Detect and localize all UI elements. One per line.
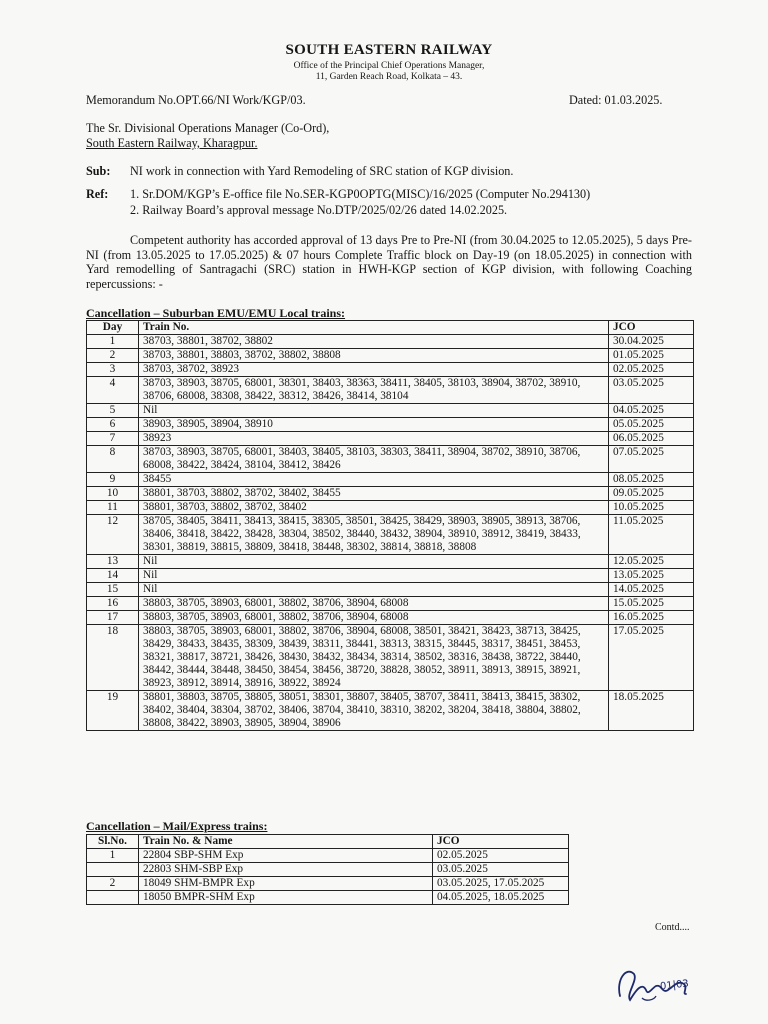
table-row [87,487,694,501]
jco-date-cell: 14.05.2025 [609,583,694,597]
table-header-row [87,835,569,849]
day-cell: 6 [87,418,139,432]
table-row [87,418,694,432]
serial-number-cell [87,891,139,905]
train-numbers-cell: 38703, 38903, 38705, 68001, 38403, 38405, 38103, 38303, 38411, 38904, 38702, 38910, 38706, 68008, 38422, 38424, 38104, 38412, 38426 [139,446,609,473]
train-numbers-cell: 38903, 38905, 38904, 38910 [139,418,609,432]
day-cell: 19 [87,691,139,731]
reference-label: Ref: [86,187,109,201]
addressee-line-1: The Sr. Divisional Operations Manager (Co-Ord), [86,121,330,135]
day-cell: 8 [87,446,139,473]
table-row [87,891,569,905]
table-row [87,377,694,404]
suburban-cancellation-table [86,320,694,731]
jco-date-cell: 11.05.2025 [609,515,694,555]
train-name-cell: 22804 SBP-SHM Exp [139,849,433,863]
train-numbers-cell: 38703, 38801, 38702, 38802 [139,335,609,349]
jco-date-cell: 01.05.2025 [609,349,694,363]
train-numbers-cell: 38803, 38705, 38903, 68001, 38802, 38706, 38904, 68008 [139,597,609,611]
day-cell: 7 [87,432,139,446]
table-row [87,501,694,515]
column-header-jco: JCO [609,321,694,335]
day-cell: 17 [87,611,139,625]
jco-date-cell: 13.05.2025 [609,569,694,583]
table-row [87,555,694,569]
day-cell: 15 [87,583,139,597]
train-numbers-cell: 38801, 38703, 38802, 38702, 38402 [139,501,609,515]
serial-number-cell: 2 [87,877,139,891]
table-row [87,349,694,363]
jco-date-cell: 10.05.2025 [609,501,694,515]
jco-date-cell: 12.05.2025 [609,555,694,569]
day-cell: 11 [87,501,139,515]
jco-date-cell: 05.05.2025 [609,418,694,432]
day-cell: 14 [87,569,139,583]
mail-express-heading: Cancellation – Mail/Express trains: [86,819,268,833]
memo-number: Memorandum No.OPT.66/NI Work/KGP/03. [86,93,306,107]
train-numbers-cell: Nil [139,404,609,418]
table-row [87,691,694,731]
jco-date-cell: 17.05.2025 [609,625,694,691]
train-numbers-cell: 38801, 38803, 38705, 38805, 38051, 38301, 38807, 38405, 38707, 38411, 38413, 38415, 38302, 38402, 38404, 38304, 38702, 38406, 38704, 38410, 38310, 38202, 38204, 38418, 38804, 38802, 38808, 38422, 38903, 38905, 38904, 38906 [139,691,609,731]
day-cell: 3 [87,363,139,377]
train-numbers-cell: 38801, 38703, 38802, 38702, 38402, 38455 [139,487,609,501]
table-row [87,363,694,377]
reference-item-2: 2. Railway Board’s approval message No.DTP/2025/02/26 dated 14.02.2025. [130,203,508,217]
table-header-row [87,321,694,335]
signature-date: 01|03 [659,978,690,993]
jco-date-cell: 04.05.2025, 18.05.2025 [433,891,569,905]
day-cell: 13 [87,555,139,569]
train-numbers-cell: 38455 [139,473,609,487]
office-name: Office of the Principal Chief Operations Manager, [293,61,485,71]
organization-title: SOUTH EASTERN RAILWAY [285,42,493,58]
train-numbers-cell: Nil [139,583,609,597]
jco-date-cell: 15.05.2025 [609,597,694,611]
jco-date-cell: 03.05.2025 [609,377,694,404]
continued-note: Contd.... [655,922,690,933]
train-name-cell: 18050 BMPR-SHM Exp [139,891,433,905]
table-row [87,432,694,446]
jco-date-cell: 03.05.2025 [433,863,569,877]
day-cell: 9 [87,473,139,487]
mail-express-cancellation-table [86,834,569,905]
memo-date: Dated: 01.03.2025. [569,93,663,107]
day-cell: 2 [87,349,139,363]
jco-date-cell: 06.05.2025 [609,432,694,446]
table-row [87,515,694,555]
train-numbers-cell: 38703, 38702, 38923 [139,363,609,377]
table-row [87,583,694,597]
jco-date-cell: 07.05.2025 [609,446,694,473]
jco-date-cell: 02.05.2025 [433,849,569,863]
body-paragraph: Competent authority has accorded approval of 13 days Pre to Pre-NI (from 30.04.2025 to 12.05.2025), 5 days Pre-NI (from 13.05.2025 to 17.05.2025) & 07 hours Complete Traffic block on Day-19 (on 18.05.2025) in connection with Yard remodelling of Santragachi (SRC) station in HWH-KGP section of KGP division, with following Coaching repercussions: - [86,233,692,291]
signature [612,960,722,1015]
train-numbers-cell: 38703, 38903, 38705, 68001, 38301, 38403, 38363, 38411, 38405, 38103, 38904, 38702, 38910, 38706, 68008, 38308, 38422, 38312, 38426, 38414, 38104 [139,377,609,404]
jco-date-cell: 09.05.2025 [609,487,694,501]
column-header-day: Day [87,321,139,335]
subject-label: Sub: [86,164,111,178]
subject-text: NI work in connection with Yard Remodeling of SRC station of KGP division. [130,164,514,178]
day-cell: 1 [87,335,139,349]
table-row [87,625,694,691]
jco-date-cell: 03.05.2025, 17.05.2025 [433,877,569,891]
serial-number-cell: 1 [87,849,139,863]
train-numbers-cell: Nil [139,569,609,583]
reference-item-1: 1. Sr.DOM/KGP’s E-office file No.SER-KGP0OPTG(MISC)/16/2025 (Computer No.294130) [130,187,591,201]
day-cell: 18 [87,625,139,691]
jco-date-cell: 18.05.2025 [609,691,694,731]
table-row [87,877,569,891]
train-numbers-cell: 38703, 38801, 38803, 38702, 38802, 38808 [139,349,609,363]
column-header-jco: JCO [433,835,569,849]
table-row [87,569,694,583]
train-numbers-cell: 38705, 38405, 38411, 38413, 38415, 38305, 38501, 38425, 38429, 38903, 38905, 38913, 38706, 38406, 38418, 38422, 38428, 38304, 38502, 38440, 38432, 38904, 38910, 38912, 38419, 38433, 38301, 38819, 38815, 38809, 38418, 38448, 38302, 38814, 38818, 38808 [139,515,609,555]
table-row [87,404,694,418]
jco-date-cell: 08.05.2025 [609,473,694,487]
day-cell: 16 [87,597,139,611]
suburban-heading: Cancellation – Suburban EMU/EMU Local trains: [86,306,346,320]
day-cell: 12 [87,515,139,555]
train-numbers-cell: 38923 [139,432,609,446]
jco-date-cell: 02.05.2025 [609,363,694,377]
jco-date-cell: 04.05.2025 [609,404,694,418]
table-row [87,473,694,487]
column-header-train-no: Train No. [139,321,609,335]
table-row [87,446,694,473]
column-header-sl-no: Sl.No. [87,835,139,849]
jco-date-cell: 16.05.2025 [609,611,694,625]
table-row [87,849,569,863]
train-name-cell: 22803 SHM-SBP Exp [139,863,433,877]
train-numbers-cell: 38803, 38705, 38903, 68001, 38802, 38706, 38904, 68008, 38501, 38421, 38423, 38713, 38425, 38429, 38433, 38435, 38309, 38439, 38311, 38441, 38313, 38315, 38445, 38317, 38451, 38453, 38321, 38817, 38721, 38426, 38430, 38432, 38434, 38314, 38502, 38316, 38438, 38722, 38440, 38442, 38444, 38448, 38450, 38454, 38456, 38720, 38828, 38052, 38911, 38913, 38915, 38921, 38923, 38912, 38914, 38916, 38922, 38924 [139,625,609,691]
train-numbers-cell: 38803, 38705, 38903, 68001, 38802, 38706, 38904, 68008 [139,611,609,625]
table-row [87,611,694,625]
table-row [87,863,569,877]
train-name-cell: 18049 SHM-BMPR Exp [139,877,433,891]
jco-date-cell: 30.04.2025 [609,335,694,349]
day-cell: 5 [87,404,139,418]
addressee-line-2: South Eastern Railway, Kharagpur. [86,136,258,150]
office-address: 11, Garden Reach Road, Kolkata – 43. [315,72,463,82]
day-cell: 10 [87,487,139,501]
train-numbers-cell: Nil [139,555,609,569]
table-row [87,597,694,611]
table-row [87,335,694,349]
day-cell: 4 [87,377,139,404]
column-header-train-name: Train No. & Name [139,835,433,849]
serial-number-cell [87,863,139,877]
